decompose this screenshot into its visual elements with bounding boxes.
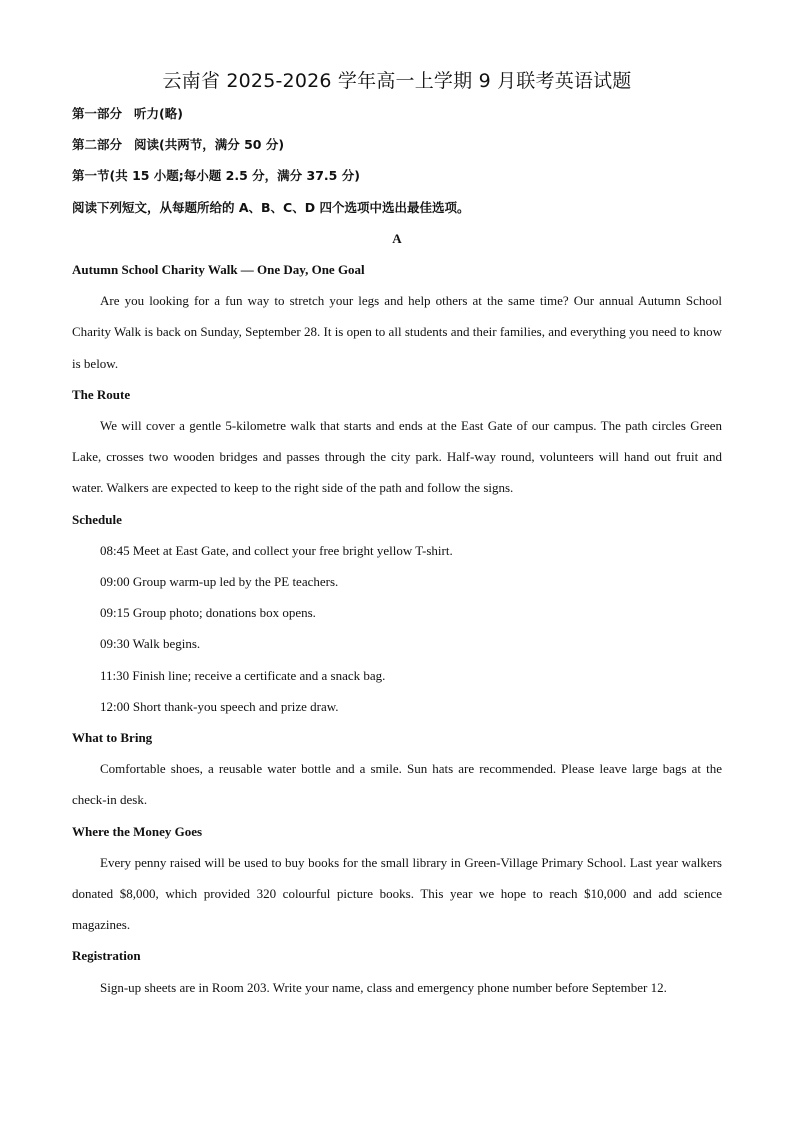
page-title: 云南省 2025-2026 学年高一上学期 9 月联考英语试题	[162, 70, 632, 92]
part-one-line	[72, 98, 722, 129]
section-one-line: 第一节(共 15 小题;每小题 2.5 分，满分 37.5 分)	[72, 168, 360, 184]
schedule-item: 12:00 Short thank-you speech and prize draw.	[100, 698, 339, 714]
schedule-item: 08:45 Meet at East Gate, and collect your free bright yellow T-shirt.	[100, 542, 453, 558]
passage-letter: A	[392, 230, 402, 246]
part-one-text: 听力(略)	[134, 106, 183, 121]
bring-heading: What to Bring	[72, 729, 153, 745]
part-two-line	[72, 129, 722, 160]
passage-intro: Are you looking for a fun way to stretch your legs and help others at the same time? Our annual Autumn School Charity Walk is back on Sunday, September 28. It is open to all students and their families, and everything you need to know is below.	[72, 293, 722, 371]
route-heading: The Route	[72, 386, 131, 402]
part-one-label: 第一部分	[72, 106, 123, 121]
part-two-text: 阅读(共两节，满分 50 分)	[134, 137, 285, 153]
schedule-item: 09:30 Walk begins.	[100, 636, 201, 652]
registration-heading: Registration	[72, 948, 141, 964]
instruction-line: 阅读下列短文，从每题所给的 A、B、C、D 四个选项中选出最佳选项。	[72, 199, 470, 215]
schedule-heading: Schedule	[72, 511, 122, 527]
passage-heading: Autumn School Charity Walk — One Day, One Goal	[72, 261, 365, 277]
exam-page	[72, 64, 722, 1003]
money-text: Every penny raised will be used to buy books for the small library in Green-Village Primary School. Last year walkers donated $8,000, which provided 320 colourful picture books. This year we hope to reach $10,000 and add science magazines.	[72, 854, 722, 933]
schedule-item: 09:15 Group photo; donations box opens.	[100, 605, 316, 621]
schedule-item: 11:30 Finish line; receive a certificate and a snack bag.	[100, 667, 386, 683]
bring-text: Comfortable shoes, a reusable water bottle and a smile. Sun hats are recommended. Please leave large bags at the check-in desk.	[72, 761, 722, 808]
part-two-label: 第二部分	[72, 137, 123, 153]
schedule-item: 09:00 Group warm-up led by the PE teachers.	[100, 573, 339, 589]
money-heading: Where the Money Goes	[72, 823, 203, 839]
registration-text: Sign-up sheets are in Room 203. Write your name, class and emergency phone number before September 12.	[100, 979, 667, 995]
route-text: We will cover a gentle 5-kilometre walk that starts and ends at the East Gate of our campus. The path circles Green Lake, crosses two wooden bridges and passes through the city park. Half-way round, volunteers will hand out fruit and water. Walkers are expected to keep to the right side of the path and follow the signs.	[72, 417, 722, 496]
